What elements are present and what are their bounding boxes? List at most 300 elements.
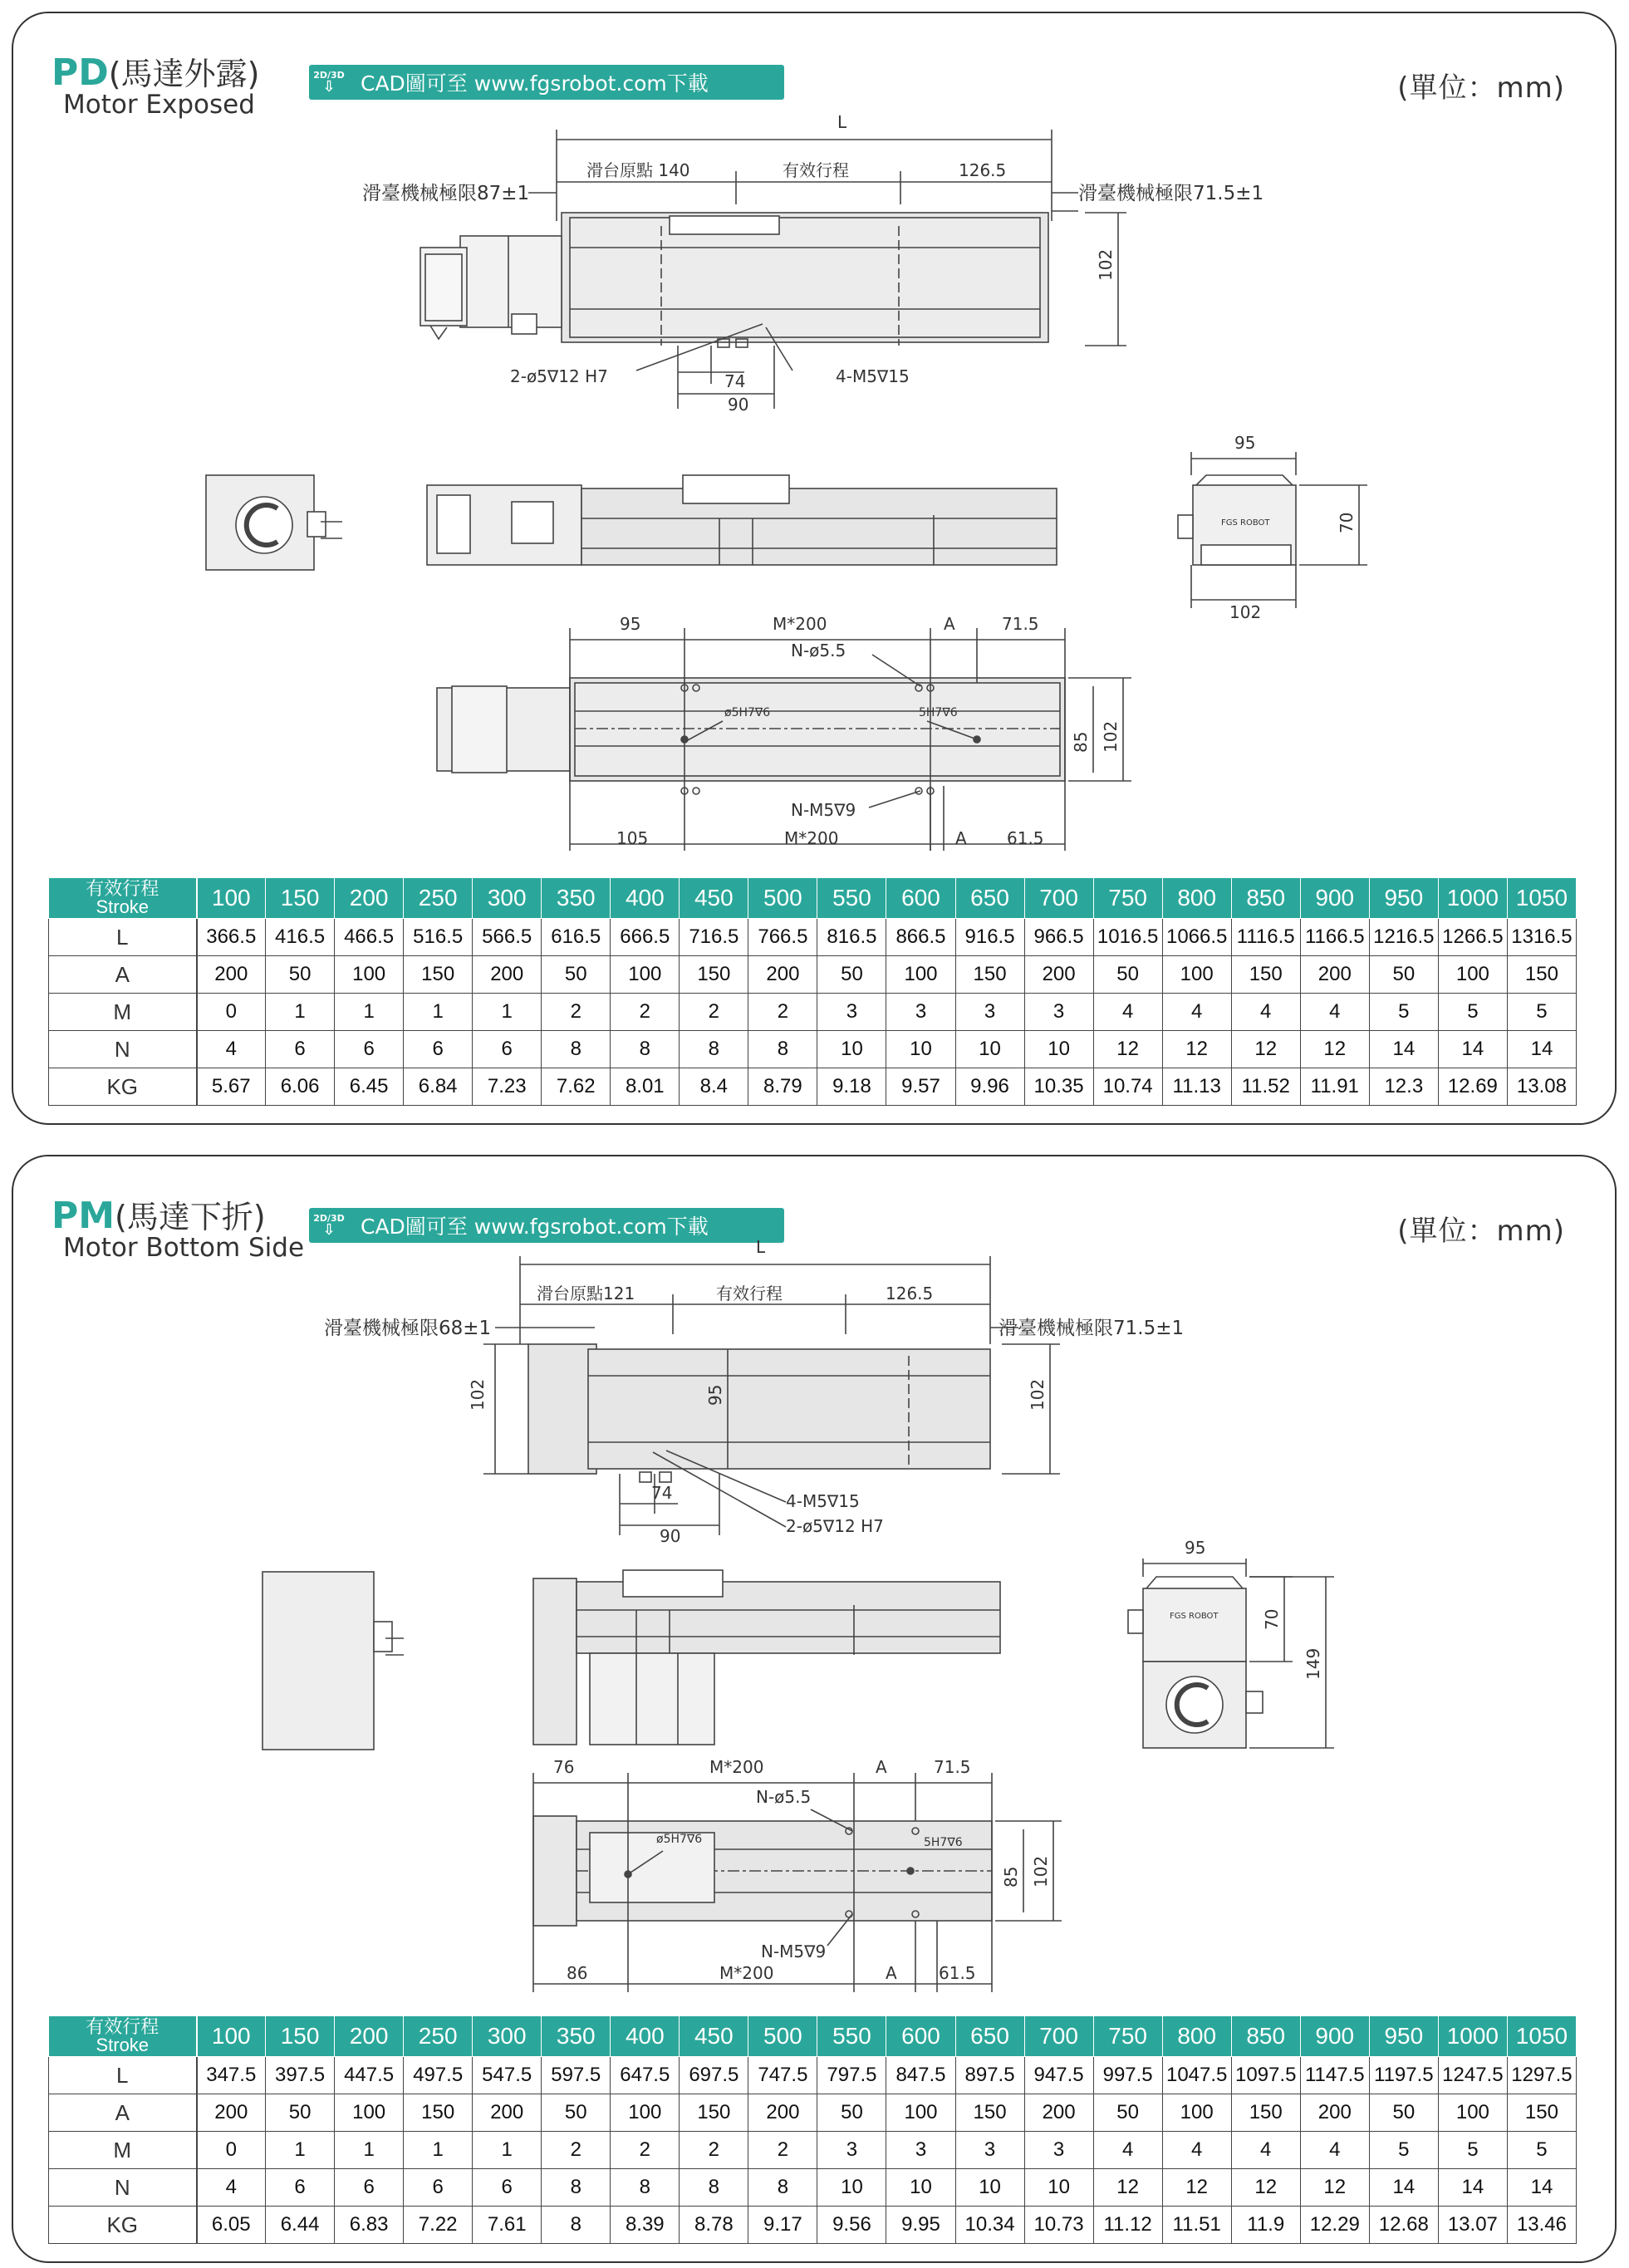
table-cell: 3 (955, 994, 1024, 1031)
table-cell: 1316.5 (1507, 919, 1576, 956)
stroke-header-cell: 350 (542, 878, 611, 919)
table-cell: 6.45 (335, 1068, 404, 1106)
stroke-header-cell: 650 (955, 2016, 1024, 2057)
table-cell: 3 (817, 2132, 886, 2169)
dim-74: 74 (651, 1483, 673, 1503)
dim-a: A (876, 1757, 887, 1777)
table-cell: 1 (473, 2132, 542, 2169)
table-cell: 1097.5 (1231, 2057, 1300, 2094)
table-cell: 10 (955, 1031, 1024, 1068)
cad-badge-label: 2D/3D (313, 70, 345, 81)
table-cell: 616.5 (542, 919, 611, 956)
table-cell: 2 (748, 994, 817, 1031)
dim-stroke: 有效行程 (716, 1284, 783, 1303)
table-cell: 9.56 (817, 2207, 886, 2244)
table-cell: 897.5 (955, 2057, 1024, 2094)
stroke-header-cell: 350 (542, 2016, 611, 2057)
table-cell: 1297.5 (1507, 2057, 1576, 2094)
dim-height-right: 102 (1028, 1378, 1048, 1411)
table-cell: 1066.5 (1162, 919, 1231, 956)
row-label: M (49, 2132, 197, 2169)
table-cell: 150 (1231, 2094, 1300, 2132)
dim-pin: 2-ø5∇12 H7 (786, 1516, 884, 1536)
table-cell: 50 (817, 2094, 886, 2132)
table-cell: 7.62 (542, 1068, 611, 1106)
table-cell: 8 (748, 1031, 817, 1068)
stroke-header-cell: 500 (748, 2016, 817, 2057)
table-row (49, 1068, 1577, 1106)
table-cell: 947.5 (1024, 2057, 1093, 2094)
table-cell: 150 (1507, 2094, 1576, 2132)
table-cell: 597.5 (542, 2057, 611, 2094)
end-width-95: 95 (1234, 433, 1256, 453)
table-cell: 10 (1024, 1031, 1093, 1068)
table-cell: 1116.5 (1231, 919, 1300, 956)
row-label: L (49, 919, 197, 956)
table-cell: 11.52 (1231, 1068, 1300, 1106)
table-cell: 150 (955, 956, 1024, 994)
model-name-cn: (馬達外露) (108, 56, 260, 92)
limit-right: 滑臺機械極限71.5±1 (998, 1318, 1185, 1339)
table-cell: 4 (1093, 994, 1162, 1031)
table-cell: 200 (197, 956, 266, 994)
table-cell: 5.67 (197, 1068, 266, 1106)
table-cell: 150 (1231, 956, 1300, 994)
table-cell: 9.95 (886, 2207, 955, 2244)
table-cell: 3 (1024, 2132, 1093, 2169)
table-cell: 566.5 (473, 919, 542, 956)
dim-90: 90 (728, 395, 749, 415)
table-cell: 1147.5 (1300, 2057, 1369, 2094)
dim-74: 74 (724, 371, 746, 391)
table-cell: 14 (1507, 2169, 1576, 2207)
table-cell: 4 (1300, 2132, 1369, 2169)
stroke-header-cn: 有效行程 (86, 2016, 159, 2037)
table-cell: 397.5 (266, 2057, 335, 2094)
dim-m200: M*200 (773, 614, 827, 634)
table-cell: 6.05 (197, 2207, 266, 2244)
table-cell: 14 (1438, 2169, 1507, 2207)
stroke-header-cell: 550 (817, 2016, 886, 2057)
dim-a: A (944, 614, 955, 634)
section-pm (12, 1155, 1617, 2263)
brand-plate: FGS ROBOT (1170, 1612, 1219, 1621)
table-cell: 10.73 (1024, 2207, 1093, 2244)
table-cell: 1247.5 (1438, 2057, 1507, 2094)
table-cell: 50 (1093, 2094, 1162, 2132)
table-cell: 6 (473, 2169, 542, 2207)
table-cell: 5 (1507, 2132, 1576, 2169)
table-cell: 647.5 (611, 2057, 680, 2094)
table-cell: 14 (1369, 2169, 1438, 2207)
table-cell: 50 (1093, 956, 1162, 994)
table-cell: 4 (197, 1031, 266, 1068)
table-cell: 8.4 (680, 1068, 748, 1106)
dim-tap: 4-M5∇15 (786, 1491, 860, 1511)
dim-stroke: 有效行程 (783, 160, 849, 180)
table-cell: 100 (886, 2094, 955, 2132)
stroke-header-cell: 100 (197, 878, 266, 919)
table-cell: 1216.5 (1369, 919, 1438, 956)
table-row (49, 2132, 1577, 2169)
table-cell: 3 (886, 2132, 955, 2169)
table-cell: 2 (680, 994, 748, 1031)
dim-bottom-95: 95 (620, 614, 641, 634)
row-label: A (49, 956, 197, 994)
stroke-header-cell: 950 (1369, 2016, 1438, 2057)
technical-drawing-pd (13, 13, 1615, 869)
row-label: A (49, 2094, 197, 2132)
table-cell: 6.83 (335, 2207, 404, 2244)
dim-102-b: 102 (1101, 720, 1121, 753)
table-cell: 4 (1300, 994, 1369, 1031)
table-cell: 10.34 (955, 2207, 1024, 2244)
table-cell: 11.9 (1231, 2207, 1300, 2244)
table-row (49, 994, 1577, 1031)
table-cell: 11.12 (1093, 2207, 1162, 2244)
unit-label: (單位：mm) (1397, 1215, 1565, 1248)
stroke-header-en: Stroke (96, 2035, 150, 2055)
table-cell: 1 (404, 994, 473, 1031)
end-height-70: 70 (1337, 512, 1357, 533)
download-icon: 2D/3D ⇩ (313, 1213, 345, 1239)
stroke-header-cell: 600 (886, 878, 955, 919)
stroke-header-cell: 900 (1300, 878, 1369, 919)
stroke-header (49, 878, 197, 919)
dim-90: 90 (660, 1526, 681, 1546)
table-cell: 1 (266, 2132, 335, 2169)
table-cell: 5 (1369, 2132, 1438, 2169)
stroke-header-cell: 650 (955, 878, 1024, 919)
table-cell: 747.5 (748, 2057, 817, 2094)
table-cell: 50 (266, 2094, 335, 2132)
dim-n55: N-ø5.5 (791, 641, 846, 660)
table-cell: 9.96 (955, 1068, 1024, 1106)
table-cell: 6.44 (266, 2207, 335, 2244)
table-cell: 10 (817, 2169, 886, 2207)
table-cell: 4 (1162, 2132, 1231, 2169)
stroke-header-cell: 750 (1093, 2016, 1162, 2057)
table-cell: 8.39 (611, 2207, 680, 2244)
table-cell: 7.61 (473, 2207, 542, 2244)
table-cell: 200 (1024, 956, 1093, 994)
table-cell: 716.5 (680, 919, 748, 956)
stroke-header-en: Stroke (96, 896, 150, 917)
table-cell: 3 (817, 994, 886, 1031)
stroke-header-cell: 450 (680, 878, 748, 919)
table-cell: 100 (1438, 956, 1507, 994)
table-cell: 10.35 (1024, 1068, 1093, 1106)
table-cell: 5 (1438, 2132, 1507, 2169)
dim-pin: 2-ø5∇12 H7 (510, 366, 608, 386)
table-cell: 9.17 (748, 2207, 817, 2244)
stroke-header-cell: 400 (611, 2016, 680, 2057)
table-cell: 150 (404, 2094, 473, 2132)
stroke-header-cell: 950 (1369, 878, 1438, 919)
table-cell: 11.51 (1162, 2207, 1231, 2244)
table-cell: 50 (542, 2094, 611, 2132)
table-cell: 497.5 (404, 2057, 473, 2094)
stroke-header-cell: 1000 (1438, 878, 1507, 919)
table-cell: 200 (473, 956, 542, 994)
dim-pin-a: ø5H7∇6 (656, 1833, 703, 1846)
table-cell: 100 (611, 2094, 680, 2132)
table-cell: 13.46 (1507, 2207, 1576, 2244)
table-cell: 4 (1093, 2132, 1162, 2169)
table-cell: 12 (1162, 2169, 1231, 2207)
table-cell: 8 (611, 2169, 680, 2207)
table-cell: 200 (197, 2094, 266, 2132)
stroke-header (49, 2016, 197, 2057)
table-cell: 1266.5 (1438, 919, 1507, 956)
table-cell: 100 (335, 956, 404, 994)
table-cell: 2 (680, 2132, 748, 2169)
table-cell: 12 (1300, 2169, 1369, 2207)
dim-right-end: 126.5 (959, 160, 1007, 180)
row-label: KG (49, 2207, 197, 2244)
table-cell: 2 (748, 2132, 817, 2169)
stroke-header-cell: 850 (1231, 878, 1300, 919)
table-cell: 100 (1438, 2094, 1507, 2132)
table-cell: 12.68 (1369, 2207, 1438, 2244)
stroke-header-cell: 150 (266, 2016, 335, 2057)
table-cell: 14 (1369, 1031, 1438, 1068)
table-cell: 997.5 (1093, 2057, 1162, 2094)
table-row (49, 2094, 1577, 2132)
table-cell: 1 (335, 2132, 404, 2169)
stroke-header-cell: 700 (1024, 878, 1093, 919)
table-row (49, 919, 1577, 956)
cad-badge-label: 2D/3D (313, 1213, 345, 1224)
stroke-header-cell: 550 (817, 878, 886, 919)
table-cell: 13.07 (1438, 2207, 1507, 2244)
stroke-header-cell: 300 (473, 878, 542, 919)
dim-right-end: 126.5 (886, 1284, 934, 1303)
stroke-header-cn: 有效行程 (86, 878, 159, 899)
stroke-header-cell: 100 (197, 2016, 266, 2057)
table-cell: 11.91 (1300, 1068, 1369, 1106)
table-cell: 1 (266, 994, 335, 1031)
dim-nm5: N-M5∇9 (761, 1942, 827, 1961)
stroke-header-cell: 500 (748, 878, 817, 919)
table-cell: 12 (1231, 2169, 1300, 2207)
table-cell: 697.5 (680, 2057, 748, 2094)
table-cell: 9.18 (817, 1068, 886, 1106)
model-subtitle: Motor Bottom Side (63, 1233, 305, 1263)
dim-95: 95 (705, 1384, 725, 1406)
table-cell: 150 (404, 956, 473, 994)
table-cell: 200 (1300, 2094, 1369, 2132)
dim-tap: 4-M5∇15 (836, 366, 910, 386)
dim-L: L (756, 1237, 766, 1257)
table-cell: 200 (748, 956, 817, 994)
table-header-row (49, 878, 1577, 919)
stroke-header-cell: 300 (473, 2016, 542, 2057)
table-cell: 12 (1300, 1031, 1369, 1068)
dim-origin: 滑台原點121 (537, 1284, 635, 1303)
end-height-149: 149 (1303, 1647, 1323, 1680)
dim-102-b: 102 (1031, 1855, 1051, 1888)
dim-L: L (837, 112, 847, 132)
table-cell: 6.84 (404, 1068, 473, 1106)
dim-85: 85 (1001, 1866, 1021, 1888)
spec-table-pm (48, 2015, 1577, 2244)
table-cell: 150 (680, 2094, 748, 2132)
table-cell: 100 (611, 956, 680, 994)
table-cell: 10.74 (1093, 1068, 1162, 1106)
end-width-102: 102 (1229, 602, 1262, 622)
table-cell: 1 (404, 2132, 473, 2169)
table-cell: 8 (542, 1031, 611, 1068)
table-cell: 4 (1231, 994, 1300, 1031)
table-cell: 8.79 (748, 1068, 817, 1106)
table-cell: 0 (197, 2132, 266, 2169)
stroke-header-cell: 150 (266, 878, 335, 919)
dim-height: 102 (468, 1378, 488, 1411)
table-cell: 6 (404, 1031, 473, 1068)
dim-ba: A (955, 828, 967, 848)
row-label: N (49, 2169, 197, 2207)
stroke-header-cell: 750 (1093, 878, 1162, 919)
spec-table-pd (48, 877, 1577, 1106)
table-cell: 5 (1438, 994, 1507, 1031)
table-cell: 12.69 (1438, 1068, 1507, 1106)
dim-85: 85 (1071, 731, 1091, 753)
dim-origin: 滑台原點 140 (586, 160, 690, 180)
limit-left: 滑臺機械極限87±1 (362, 183, 530, 204)
table-cell: 847.5 (886, 2057, 955, 2094)
table-cell: 6 (266, 1031, 335, 1068)
table-cell: 50 (266, 956, 335, 994)
table-cell: 4 (197, 2169, 266, 2207)
stroke-header-cell: 800 (1162, 2016, 1231, 2057)
cad-download-text: CAD圖可至 www.fgsrobot.com下載 (361, 1215, 709, 1239)
table-cell: 150 (1507, 956, 1576, 994)
dim-pin-b: 5H7∇6 (924, 1836, 963, 1849)
table-cell: 150 (680, 956, 748, 994)
dim-71-5: 71.5 (1002, 614, 1039, 634)
drawing-svg (13, 13, 1615, 869)
end-width-95: 95 (1185, 1538, 1206, 1558)
model-code: PM (52, 1195, 115, 1237)
table-cell: 13.08 (1507, 1068, 1576, 1106)
table-row (49, 2207, 1577, 2244)
limit-right: 滑臺機械極限71.5±1 (1078, 183, 1264, 204)
brand-plate: FGS ROBOT (1221, 518, 1270, 528)
table-cell: 6 (473, 1031, 542, 1068)
table-cell: 466.5 (335, 919, 404, 956)
dim-61-5: 61.5 (939, 1963, 976, 1983)
table-cell: 100 (886, 956, 955, 994)
section-pd (12, 12, 1617, 1125)
dim-bm200: M*200 (784, 828, 839, 848)
table-cell: 6.06 (266, 1068, 335, 1106)
table-cell: 1047.5 (1162, 2057, 1231, 2094)
table-cell: 10 (955, 2169, 1024, 2207)
table-cell: 100 (335, 2094, 404, 2132)
table-cell: 12 (1093, 1031, 1162, 1068)
dim-bm200: M*200 (719, 1963, 774, 1983)
row-label: L (49, 2057, 197, 2094)
stroke-header-cell: 400 (611, 878, 680, 919)
table-cell: 816.5 (817, 919, 886, 956)
stroke-header-cell: 800 (1162, 878, 1231, 919)
table-cell: 50 (542, 956, 611, 994)
table-cell: 3 (955, 2132, 1024, 2169)
table-cell: 7.22 (404, 2207, 473, 2244)
download-icon: 2D/3D ⇩ (313, 70, 345, 96)
stroke-header-cell: 700 (1024, 2016, 1093, 2057)
dim-m200: M*200 (709, 1757, 764, 1777)
table-cell: 50 (1369, 2094, 1438, 2132)
table-cell: 1197.5 (1369, 2057, 1438, 2094)
table-cell: 3 (1024, 994, 1093, 1031)
table-cell: 8.01 (611, 1068, 680, 1106)
table-cell: 10 (886, 2169, 955, 2207)
table-cell: 12 (1162, 1031, 1231, 1068)
table-row (49, 956, 1577, 994)
table-cell: 2 (542, 2132, 611, 2169)
row-label: N (49, 1031, 197, 1068)
dim-105: 105 (616, 828, 649, 848)
table-cell: 12.3 (1369, 1068, 1438, 1106)
table-cell: 366.5 (197, 919, 266, 956)
end-height-70: 70 (1262, 1608, 1282, 1630)
table-cell: 50 (1369, 956, 1438, 994)
table-cell: 200 (1024, 2094, 1093, 2132)
stroke-header-cell: 1000 (1438, 2016, 1507, 2057)
table-cell: 2 (542, 994, 611, 1031)
table-cell: 10 (1024, 2169, 1093, 2207)
table-cell: 416.5 (266, 919, 335, 956)
table-cell: 516.5 (404, 919, 473, 956)
stroke-header-cell: 850 (1231, 2016, 1300, 2057)
table-cell: 3 (886, 994, 955, 1031)
table-header-row (49, 2016, 1577, 2057)
table-cell: 2 (611, 2132, 680, 2169)
table-cell: 150 (955, 2094, 1024, 2132)
stroke-header-cell: 1050 (1507, 878, 1576, 919)
dim-pin-a: ø5H7∇6 (724, 706, 771, 719)
dim-ba: A (886, 1963, 897, 1983)
dim-76: 76 (553, 1757, 575, 1777)
stroke-header-cell: 250 (404, 2016, 473, 2057)
table-cell: 10 (886, 1031, 955, 1068)
table-cell: 8 (542, 2169, 611, 2207)
table-cell: 100 (1162, 956, 1231, 994)
table-cell: 1166.5 (1300, 919, 1369, 956)
dim-86: 86 (567, 1963, 588, 1983)
table-cell: 347.5 (197, 2057, 266, 2094)
table-cell: 100 (1162, 2094, 1231, 2132)
model-code: PD (52, 52, 109, 94)
table-cell: 12.29 (1300, 2207, 1369, 2244)
stroke-header-cell: 1050 (1507, 2016, 1576, 2057)
table-cell: 8 (542, 2207, 611, 2244)
unit-label: (單位：mm) (1397, 71, 1565, 105)
table-cell: 200 (473, 2094, 542, 2132)
table-cell: 8 (611, 1031, 680, 1068)
table-cell: 1 (473, 994, 542, 1031)
model-subtitle: Motor Exposed (63, 90, 255, 120)
table-cell: 916.5 (955, 919, 1024, 956)
table-row (49, 1031, 1577, 1068)
table-cell: 12 (1231, 1031, 1300, 1068)
table-row (49, 2057, 1577, 2094)
dim-61-5: 61.5 (1007, 828, 1044, 848)
table-cell: 7.23 (473, 1068, 542, 1106)
table-cell: 8.78 (680, 2207, 748, 2244)
